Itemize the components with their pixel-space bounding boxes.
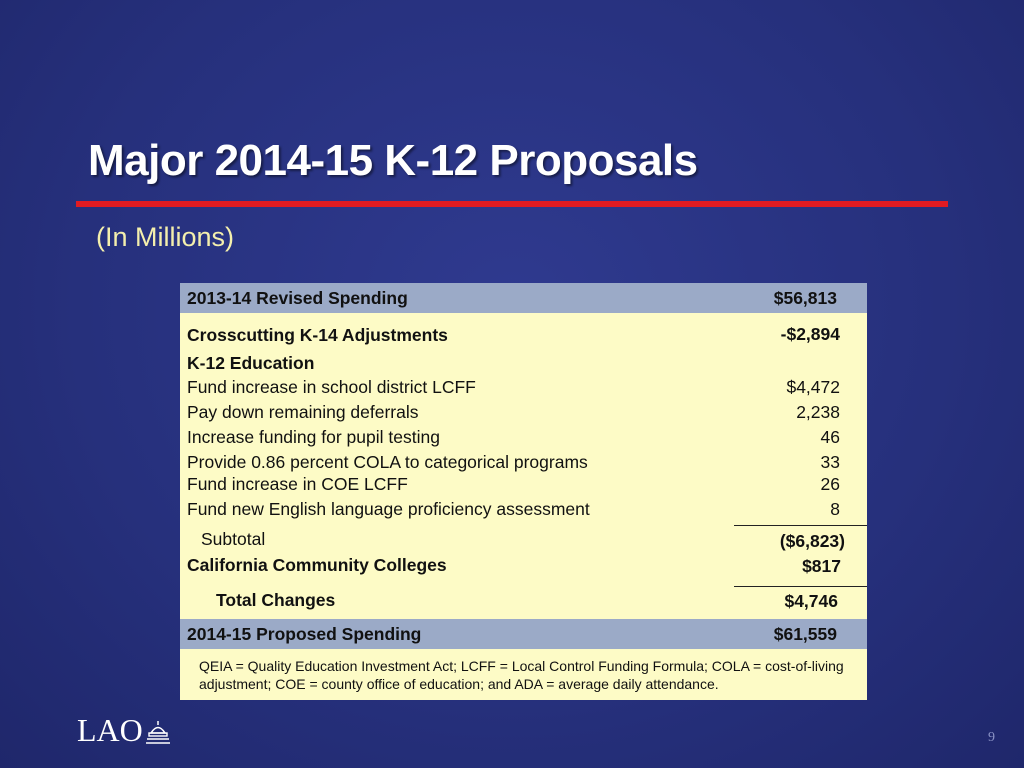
table-row-label: Fund new English language proficiency assessment [187,499,590,519]
capitol-dome-icon [145,719,171,745]
slide-subtitle: (In Millions) [96,222,235,252]
proposed-spending-value: $61,559 [773,624,837,644]
table-row-label: Increase funding for pupil testing [187,427,440,447]
subtotal-divider [734,525,867,526]
title-underline [76,201,948,207]
total-divider [734,586,867,587]
revised-spending-label: 2013-14 Revised Spending [187,288,408,308]
table-row-label: California Community Colleges [187,555,447,575]
table-row-value: $817 [802,556,841,576]
total-changes-label: Total Changes [216,590,336,610]
revised-spending-value: $56,813 [773,288,837,308]
table-row-value: 2,238 [796,402,840,422]
table-footnote: QEIA = Quality Education Investment Act; LCFF = Local Control Funding Formula; COLA = cost-of-living adjustment; COE = county office of education; and ADA = average daily attendance. [199,658,844,692]
subtotal-value: ($6,823) [779,531,845,551]
total-changes-value: $4,746 [784,591,838,611]
table-row-value: 46 [820,427,840,447]
proposed-spending-label: 2014-15 Proposed Spending [187,624,422,644]
table-row-label: Provide 0.86 percent COLA to categorical programs [187,452,588,472]
table-row-value: -$2,894 [780,324,840,344]
table-row-value: $4,472 [786,377,840,397]
table-row-value: 26 [820,474,840,494]
table-row-value: 8 [830,499,840,519]
slide-title: Major 2014-15 K-12 Proposals [88,136,698,185]
proposals-table [180,283,867,700]
table-row-label: Crosscutting K-14 Adjustments [187,325,448,345]
table-row-label: K-12 Education [187,353,315,373]
lao-logo [77,712,171,749]
subtotal-label: Subtotal [201,529,266,549]
table-row-value: 33 [820,452,840,472]
page-number: 9 [988,730,995,745]
table-row-label: Fund increase in school district LCFF [187,377,476,397]
table-row-label: Pay down remaining deferrals [187,402,419,422]
logo-text: LAO [77,712,143,748]
table-row-label: Fund increase in COE LCFF [187,474,408,494]
